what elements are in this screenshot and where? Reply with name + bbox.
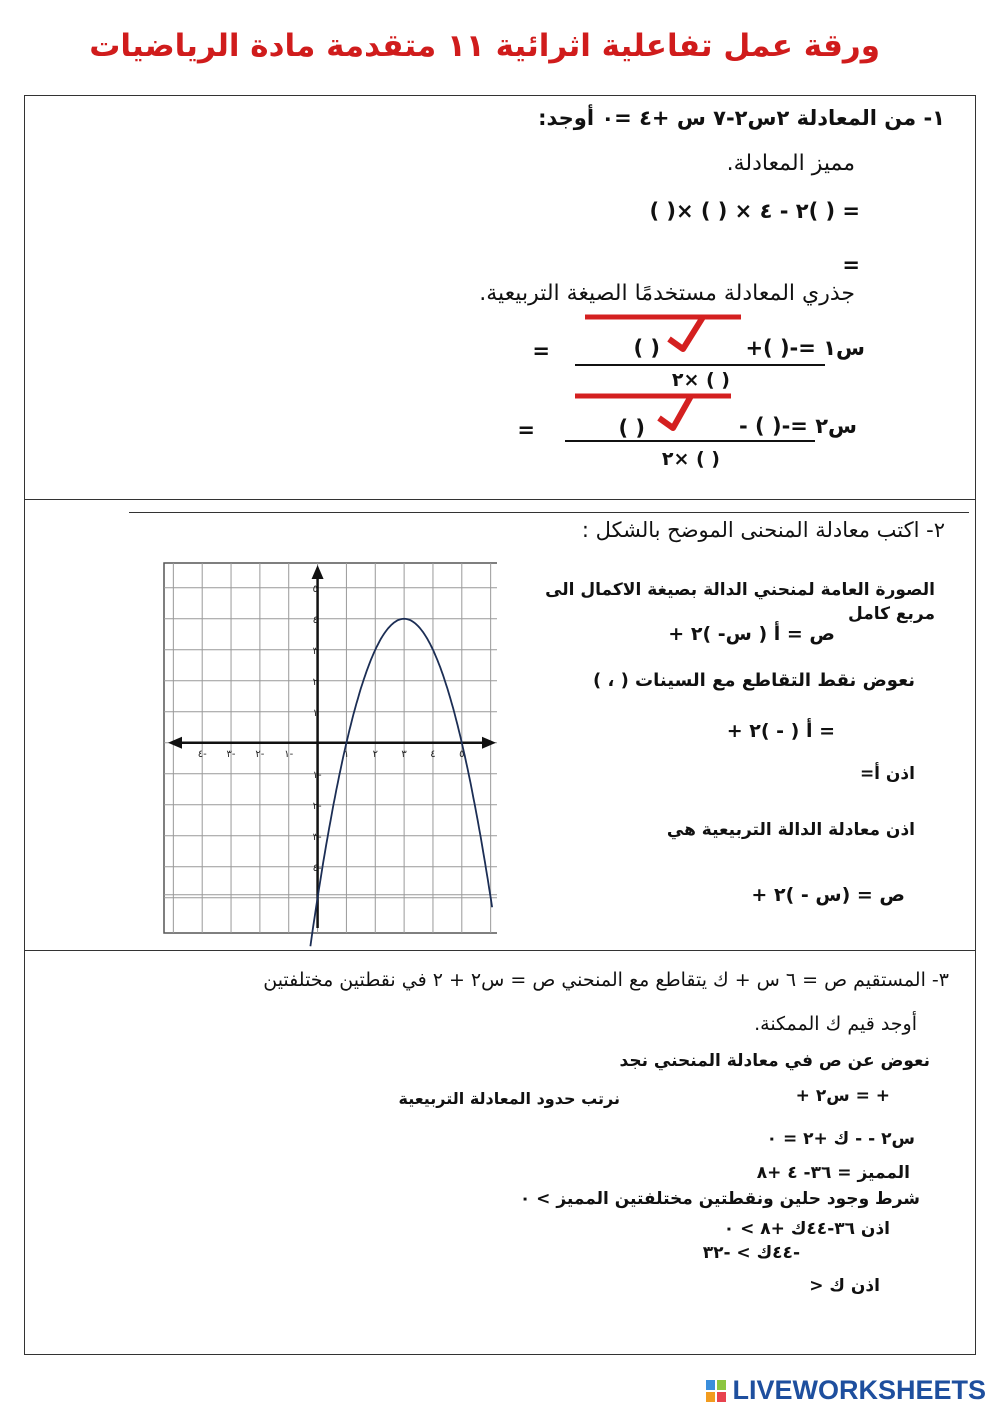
y-axis-arrow — [312, 565, 324, 579]
x1-denominator: ( ) ×٢ — [671, 369, 730, 391]
x-tick-label: ٢ — [372, 748, 378, 760]
q1-discriminant-label: مميز المعادلة. — [726, 151, 855, 176]
q3-step-2: -٤٤ك > -٣٢ — [702, 1243, 800, 1263]
parabola-curve — [310, 619, 492, 946]
y-tick-label: ١ — [312, 707, 318, 719]
x-tick-label: -٤ — [197, 748, 207, 760]
q1-discriminant-expression: = ( )٢ - ٤ × ( ) ×( ) — [649, 199, 860, 223]
x2-numerator-blank[interactable]: ( ) — [618, 416, 645, 440]
q3-arrange-label: نرتب حدود المعادلة التربيعية — [398, 1089, 620, 1108]
x-tick-label: ٥ — [459, 748, 465, 760]
x-tick-label: ١ — [343, 748, 350, 760]
y-tick-label: -٣ — [312, 831, 322, 843]
x1-fraction-bar — [575, 364, 825, 366]
q1-prompt: ١- من المعادلة ٢س٢-٧ س +٤ =٠ أوجد: — [538, 106, 945, 130]
x2-denominator: ( ) ×٢ — [661, 448, 720, 470]
page-title: ورقة عمل تفاعلية اثرائية ١١ متقدمة مادة الرياضيات — [89, 28, 880, 64]
q3-prompt: ٣- المستقيم ص = ٦ س + ك يتقاطع مع المنحني ص = س٢ + ٢ في نقطتين مختلفتين — [263, 969, 949, 991]
q2-substitute-label: نعوض نقط التقاطع مع السينات ( ، ) — [592, 670, 915, 691]
y-tick-label: ٢ — [312, 676, 318, 688]
q2-final-form[interactable]: ص = (س - )٢ + — [751, 884, 905, 906]
q3-line-1[interactable]: + = س٢ + — [795, 1086, 890, 1106]
x-axis-arrow-right — [482, 737, 496, 749]
logo-text: LIVEWORKSHEETS — [732, 1375, 986, 1405]
y-tick-label: ٤ — [312, 614, 318, 626]
x2-label: س٢ =-( ) - — [739, 414, 857, 438]
x-tick-label: ٣ — [401, 748, 407, 760]
y-tick-label: -٢ — [312, 800, 322, 812]
q2-vertex-form: ص = أ ( س- )٢ + — [668, 623, 835, 645]
q3-discriminant[interactable]: المميز = ٣٦- ٤ +٨ — [756, 1163, 910, 1183]
y-tick-label: -٤ — [312, 862, 322, 874]
q1-discriminant-result: = — [842, 253, 860, 277]
y-tick-label: -١ — [312, 769, 322, 781]
q2-substitute-equation[interactable]: = أ ( - )٢ + — [726, 720, 835, 742]
y-tick-label: ٥ — [312, 583, 318, 595]
x-tick-label: ٤ — [430, 748, 436, 760]
sqrt-icon — [583, 309, 753, 359]
parabola-graph — [137, 558, 497, 948]
q2-a-result[interactable]: اذن أ= — [859, 764, 915, 784]
liveworksheets-logo — [706, 1375, 986, 1406]
x2-fraction-bar — [565, 440, 815, 442]
question-2-box — [24, 498, 976, 950]
x2-equals: = — [517, 418, 535, 442]
q3-line-2[interactable]: س٢ - - ك +٢ = ٠ — [766, 1129, 915, 1149]
logo-icon — [706, 1380, 728, 1404]
x1-numerator-blank[interactable]: ( ) — [633, 336, 660, 360]
q1-roots-label: جذري المعادلة مستخدمًا الصيغة التربيعية. — [479, 281, 855, 306]
q3-prompt-2: أوجد قيم ك الممكنة. — [754, 1013, 917, 1035]
question-3-box — [24, 950, 976, 1355]
divider — [129, 512, 969, 513]
q3-step-1: اذن ٣٦-٤٤ك +٨ > ٠ — [723, 1219, 890, 1239]
question-1-box — [24, 95, 976, 500]
x1-equals: = — [532, 339, 550, 363]
x-tick-label: -٢ — [255, 748, 265, 760]
q2-prompt: ٢- اكتب معادلة المنحنى الموضح بالشكل : — [581, 518, 945, 542]
q2-conclusion-label: اذن معادلة الدالة التربيعية هي — [666, 820, 915, 840]
q2-general-form-label: الصورة العامة لمنحني الدالة بصيغة الاكمال الى مربع كامل — [545, 580, 935, 624]
sqrt-icon — [573, 388, 743, 438]
q3-condition: شرط وجود حلين ونقطتين مختلفتين المميز > ٠ — [519, 1189, 920, 1209]
x-tick-label: -١ — [284, 748, 294, 760]
x1-label: س١ =-( )+ — [745, 336, 865, 360]
q3-step-3[interactable]: اذن ك < — [809, 1276, 880, 1296]
y-tick-label: ٣ — [312, 645, 318, 657]
x-axis-arrow-left — [168, 737, 182, 749]
q3-substitute-label: نعوض عن ص في معادلة المنحني نجد — [619, 1051, 930, 1071]
x-tick-label: -٣ — [226, 748, 236, 760]
